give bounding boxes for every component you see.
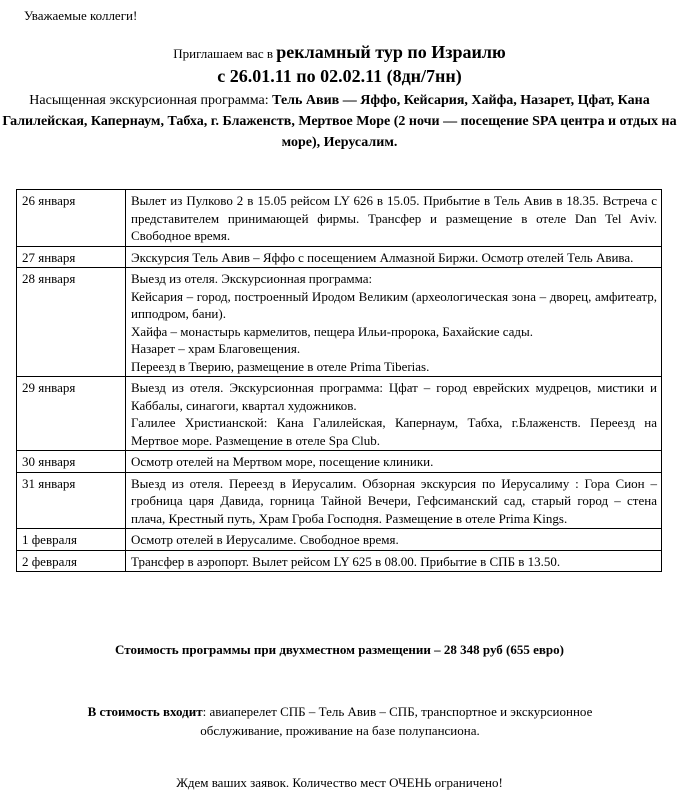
itinerary-day: 28 января <box>17 268 126 377</box>
itinerary-line: Вылет из Пулково 2 в 15.05 рейсом LY 626 в 15.05. Прибытие в Тель Авив в 18.35. Встреча с представителем принимающей фирмы. Трансфер и размещение в отеле Dan Tel Aviv. Свободное время. <box>131 193 657 243</box>
itinerary-description <box>126 550 662 572</box>
itinerary-row <box>17 190 662 247</box>
itinerary-line: Кейсария – город, построенный Иродом Великим (археологическая зона – дворец, амфитеатр, ипподром, бани). <box>131 288 657 321</box>
program-places: Тель Авив — Яффо, Кейсария, Хайфа, Назарет, Цфат, Кана Галилейская, Капернаум, Табха, г. Блаженств, Мертвое Море (2 ночи — посещение SPA центра и отдых на море), Иерусалим. <box>2 93 677 150</box>
itinerary-day: 29 января <box>17 377 126 451</box>
tour-title: рекламный тур по Израилю <box>276 42 506 62</box>
itinerary-row <box>17 529 662 551</box>
itinerary-description <box>126 529 662 551</box>
itinerary-row <box>17 246 662 268</box>
itinerary-row <box>17 550 662 572</box>
itinerary-line: Выезд из отеля. Переезд в Иерусалим. Обзорная экскурсия по Иерусалиму : Гора Сион – гробница царя Давида, горница Тайной Вечери, Гефсиманский сад, старый город – стена плача, Крестный путь, Храм Гроба Господня. Размещение в отеле Prima Kings. <box>131 475 657 526</box>
itinerary-description <box>126 377 662 451</box>
itinerary-line: Выезд из отеля. Экскурсионная программа: Цфат – город еврейских мудрецов, мистики и Каббалы, синагоги, квартал художников. <box>131 380 657 413</box>
itinerary-line: Трансфер в аэропорт. Вылет рейсом LY 625 в 08.00. Прибытие в СПБ в 13.50. <box>131 553 561 569</box>
invite-prefix: Приглашаем вас в <box>173 46 277 61</box>
tour-header <box>0 42 679 153</box>
itinerary-line: Осмотр отелей на Мертвом море, посещение клиники. <box>131 454 434 469</box>
itinerary-line: Переезд в Тверию, размещение в отеле Prima Tiberias. <box>131 358 430 374</box>
itinerary-line: Хайфа – монастырь кармелитов, пещера Ильи-пророка, Бахайские сады. <box>131 323 534 339</box>
greeting: Уважаемые коллеги! <box>24 8 138 23</box>
itinerary-day: 26 января <box>17 190 126 247</box>
itinerary-body <box>17 190 662 572</box>
itinerary-line: Назарет – храм Благовещения. <box>131 341 301 356</box>
closing-note: Ждем ваших заявок. Количество мест ОЧЕНЬ ограничено! <box>176 775 503 790</box>
includes-label: В стоимость входит <box>87 704 203 719</box>
itinerary-line: Осмотр отелей в Иерусалиме. Свободное время. <box>131 532 399 547</box>
itinerary-day: 27 января <box>17 246 126 268</box>
itinerary-description <box>126 190 662 247</box>
includes-block <box>70 702 610 740</box>
itinerary-row <box>17 268 662 377</box>
itinerary-line: Галилее Христианской: Кана Галилейская, Капернаум, Табха, г.Блаженств. Переезд на Мертвое море. Размещение в отеле Spa Club. <box>131 415 657 448</box>
itinerary-description <box>126 451 662 473</box>
invite-line <box>0 42 679 64</box>
itinerary-line: Выезд из отеля. Экскурсионная программа: <box>131 271 373 286</box>
itinerary-description <box>126 246 662 268</box>
itinerary-line: Экскурсия Тель Авив – Яффо с посещением Алмазной Биржи. Осмотр отелей Тель Авива. <box>131 249 634 265</box>
program-prefix: Насыщенная экскурсионная программа: <box>29 93 273 108</box>
itinerary-table <box>16 189 662 572</box>
itinerary-day: 1 февраля <box>17 529 126 551</box>
itinerary-day: 31 января <box>17 472 126 529</box>
tour-dates: с 26.01.11 по 02.02.11 (8дн/7нн) <box>217 66 462 86</box>
itinerary-row <box>17 472 662 529</box>
itinerary-row <box>17 377 662 451</box>
itinerary-day: 30 января <box>17 451 126 473</box>
includes-text: : авиаперелет СПБ – Тель Авив – СПБ, транспортное и экскурсионное обслуживание, проживание на базе полупансиона. <box>200 704 593 738</box>
itinerary-day: 2 февраля <box>17 550 126 572</box>
itinerary-row <box>17 451 662 473</box>
program-summary <box>0 90 679 153</box>
price-line: Стоимость программы при двухместном размещении – 28 348 руб (655 евро) <box>115 642 564 657</box>
itinerary-description <box>126 472 662 529</box>
itinerary-description <box>126 268 662 377</box>
